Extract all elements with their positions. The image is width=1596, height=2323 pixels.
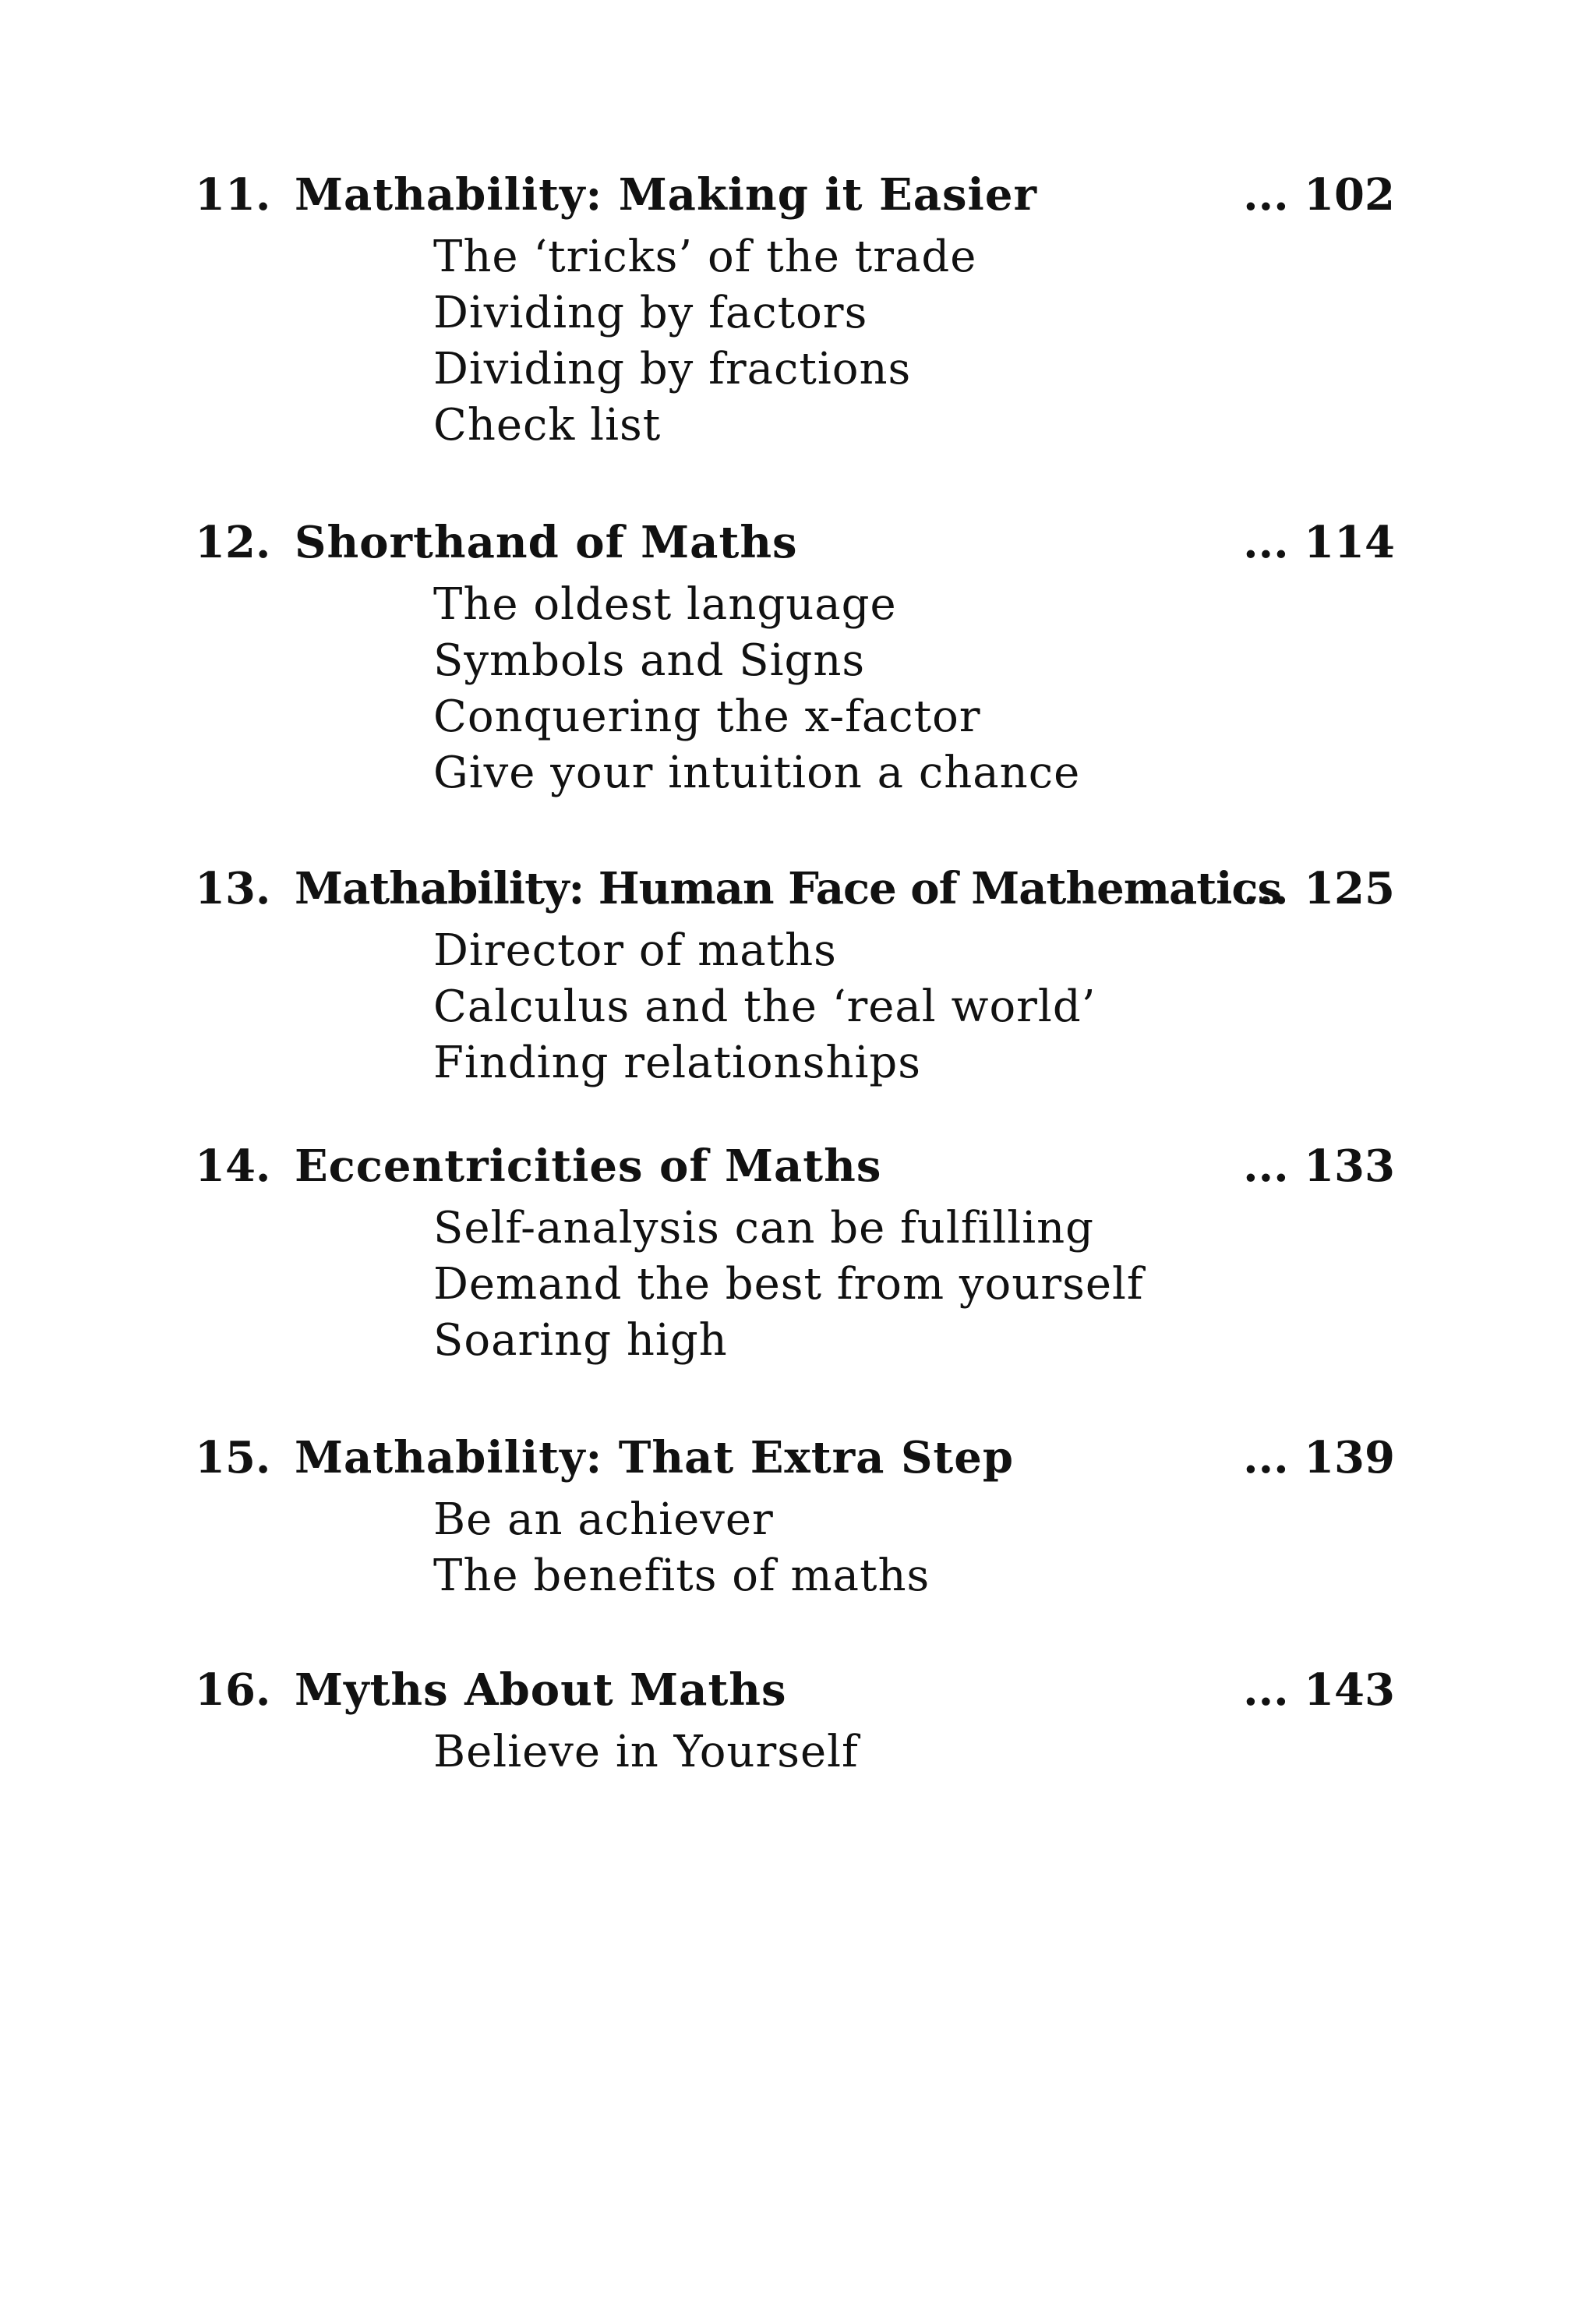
chapter-page-number: ... 143 bbox=[1243, 1664, 1395, 1716]
topic-list bbox=[433, 1724, 1395, 1780]
chapter-heading bbox=[195, 164, 1395, 226]
topic-item: Dividing by fractions bbox=[433, 344, 912, 394]
topic-item: Finding relationships bbox=[433, 1038, 922, 1088]
topic-item: The oldest language bbox=[433, 579, 897, 630]
chapter-title: Mathability: That Extra Step bbox=[295, 1432, 1015, 1483]
topic-item: Be an achiever bbox=[433, 1494, 774, 1545]
topic-item: Calculus and the ‘real world’ bbox=[433, 981, 1096, 1032]
chapter-number: 16. bbox=[195, 1664, 271, 1716]
topic-item: Check list bbox=[433, 400, 662, 451]
topic-item: Self-analysis can be fulfilling bbox=[433, 1203, 1095, 1253]
chapter-page-number: ... 139 bbox=[1243, 1432, 1395, 1483]
chapter-page-number: ... 114 bbox=[1243, 517, 1395, 568]
chapter-number: 13. bbox=[195, 863, 271, 914]
chapter-title: Eccentricities of Maths bbox=[295, 1140, 882, 1192]
topic-item: Conquering the x-factor bbox=[433, 691, 981, 742]
chapter-heading bbox=[195, 857, 1395, 920]
topic-item: Demand the best from yourself bbox=[433, 1259, 1144, 1310]
topic-item: The benefits of maths bbox=[433, 1550, 930, 1601]
topic-list bbox=[433, 923, 1395, 1091]
topic-item: Soaring high bbox=[433, 1315, 728, 1366]
chapter-number: 12. bbox=[195, 517, 271, 568]
chapter-title: Mathability: Making it Easier bbox=[295, 169, 1037, 221]
chapter-number: 15. bbox=[195, 1432, 271, 1483]
chapter-page-number: ... 133 bbox=[1243, 1140, 1395, 1192]
topic-list bbox=[433, 229, 1395, 454]
toc-entry-12 bbox=[195, 511, 1395, 801]
chapter-heading bbox=[195, 1135, 1395, 1197]
topic-item: Give your intuition a chance bbox=[433, 748, 1081, 798]
toc-entry-15 bbox=[195, 1427, 1395, 1604]
toc-entry-14 bbox=[195, 1135, 1395, 1369]
chapter-heading bbox=[195, 1659, 1395, 1721]
chapter-title: Shorthand of Maths bbox=[295, 517, 798, 568]
topic-item: The ‘tricks’ of the trade bbox=[433, 232, 977, 282]
chapter-heading bbox=[195, 1427, 1395, 1489]
chapter-page-number: ... 125 bbox=[1243, 863, 1395, 914]
chapter-title: Mathability: Human Face of Mathematics bbox=[295, 863, 1281, 914]
chapter-title: Myths About Maths bbox=[295, 1664, 787, 1716]
chapter-heading bbox=[195, 511, 1395, 574]
chapter-page-number: ... 102 bbox=[1243, 169, 1395, 221]
topic-item: Believe in Yourself bbox=[433, 1727, 859, 1777]
topic-item: Director of maths bbox=[433, 925, 837, 976]
toc-entry-13 bbox=[195, 857, 1395, 1091]
topic-list bbox=[433, 1200, 1395, 1369]
topic-list bbox=[433, 1492, 1395, 1604]
toc-entry-11 bbox=[195, 164, 1395, 454]
toc-entry-16 bbox=[195, 1659, 1395, 1780]
chapter-number: 11. bbox=[195, 169, 271, 221]
topic-item: Dividing by factors bbox=[433, 288, 868, 338]
chapter-number: 14. bbox=[195, 1140, 271, 1192]
topic-item: Symbols and Signs bbox=[433, 635, 866, 686]
topic-list bbox=[433, 577, 1395, 801]
